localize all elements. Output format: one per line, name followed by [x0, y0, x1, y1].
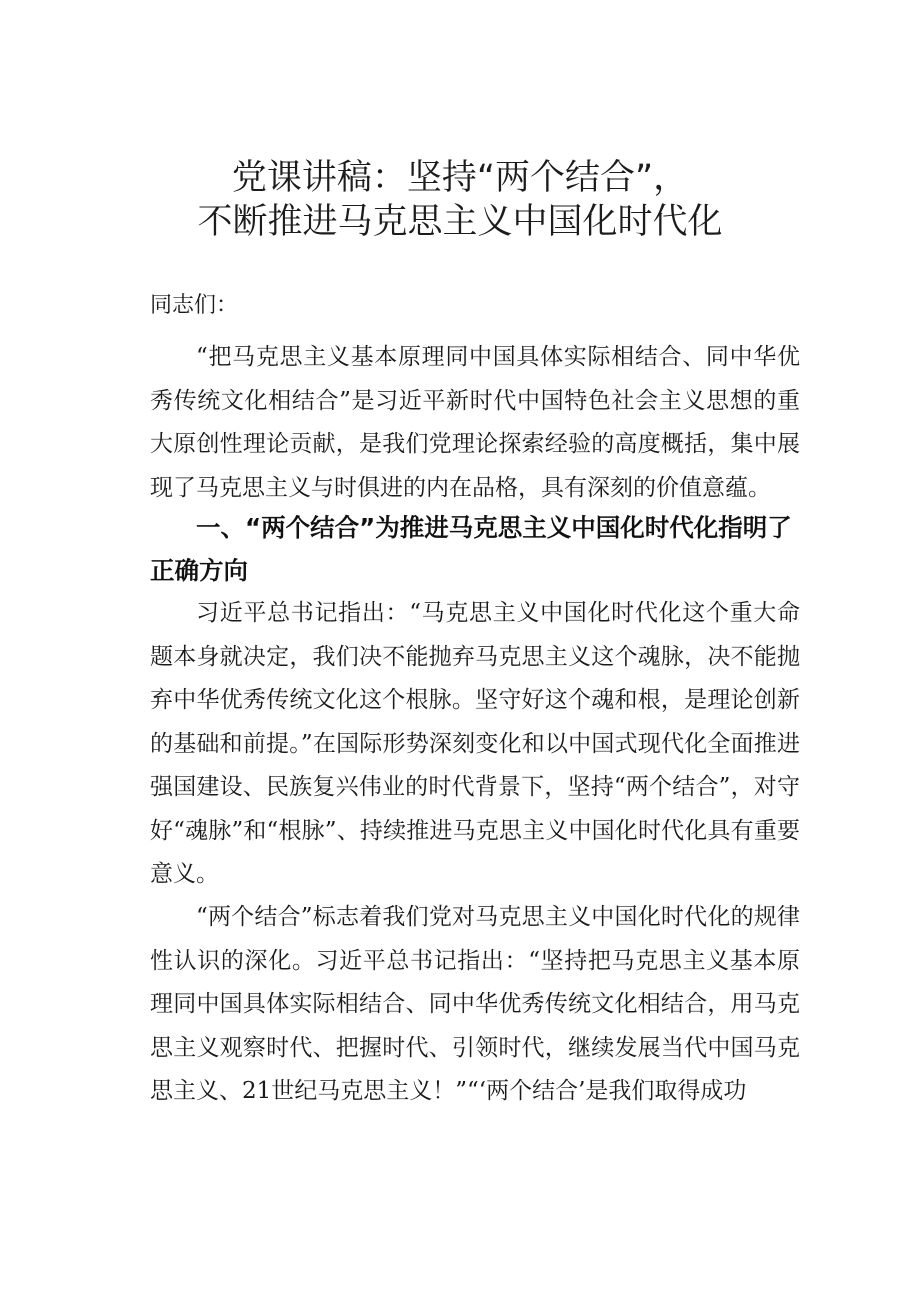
paragraph-intro: “把马克思主义基本原理同中国具体实际相结合、同中华优秀传统文化相结合”是习近平新时代中国特色社会主义思想的重大原创性理论贡献，是我们党理论探索经验的高度概括，集中展现了马克思主义与时俱进的内在品格，具有深刻的价值意蕴。	[150, 344, 800, 501]
document-title-line-2: 不断推进马克思主义中国化时代化	[197, 202, 723, 242]
paragraph-section1-first: 习近平总书记指出：“马克思主义中国化时代化这个重大命题本身就决定，我们决不能抛弃马克思主义这个魂脉，决不能抛弃中华优秀传统文化这个根脉。坚守好这个魂和根，是理论创新的基础和前提。”在国际形势深刻变化和以中国式现代化全面推进强国建设、民族复兴伟业的时代背景下，坚持“两个结合”，对守好“魂脉”和“根脉”、持续推进马克思主义中国化时代化具有重要意义。	[150, 600, 800, 887]
salutation: 同志们：	[150, 293, 239, 318]
document-title-line-1: 党课讲稿：坚持“两个结合”，	[231, 158, 689, 198]
section-heading-1: 一、“两个结合”为推进马克思主义中国化时代化指明了正确方向	[150, 513, 792, 585]
paragraph-section1-second: “两个结合”标志着我们党对马克思主义中国化时代化的规律性认识的深化。习近平总书记指出：“坚持把马克思主义基本原理同中国具体实际相结合、同中华优秀传统文化相结合，用马克思主义观察时代、把握时代、引领时代，继续发展当代中国马克思主义、21世纪马克思主义！”“‘两个结合’是我们取得成功	[150, 904, 800, 1104]
